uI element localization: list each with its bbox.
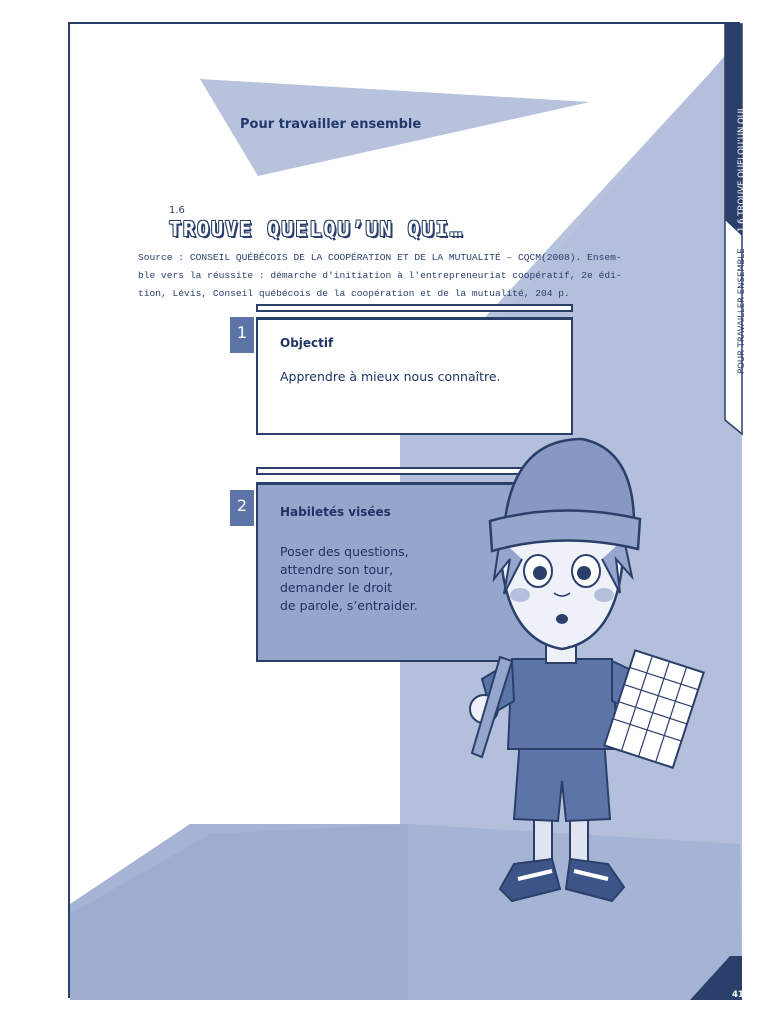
page-number: 41 — [732, 990, 744, 1000]
side-tab-chapter-label: 1.6 TROUVE QUELQU’UN QUI… — [737, 100, 747, 232]
card-1-topbar — [256, 304, 573, 312]
card-1-number: 1 — [230, 317, 254, 353]
section-number: 1.6 — [169, 205, 185, 216]
banner-title: Pour travailler ensemble — [240, 117, 422, 132]
section-title: TROUVE QUELQU’UN QUI… — [169, 217, 464, 241]
character-illustration — [442, 409, 702, 929]
card-1-heading: Objectif — [280, 336, 334, 350]
card-2-body: Poser des questions, attendre son tour, demander le droit de parole, s’entraider. — [280, 544, 418, 613]
card-1-body: Apprendre à mieux nous connaître. — [280, 369, 501, 384]
source-citation: Source : CONSEIL QUÉBÉCOIS DE LA COOPÉRATION ET DE LA MUTUALITÉ – CQCM(2008). Ensem- ble vers la réussite : démarche d'initiation à l'entrepreneuriat coopératif, 2e édi- tion, Lévis, Conseil québécois de la coopération et de la mutualité, 204 p. — [138, 252, 622, 299]
card-2-heading: Habiletés visées — [280, 505, 391, 519]
side-tab-section-label: POUR TRAVAILLER ENSEMBLE — [737, 248, 747, 374]
card-2-number: 2 — [230, 490, 254, 526]
page-frame — [68, 22, 747, 1000]
